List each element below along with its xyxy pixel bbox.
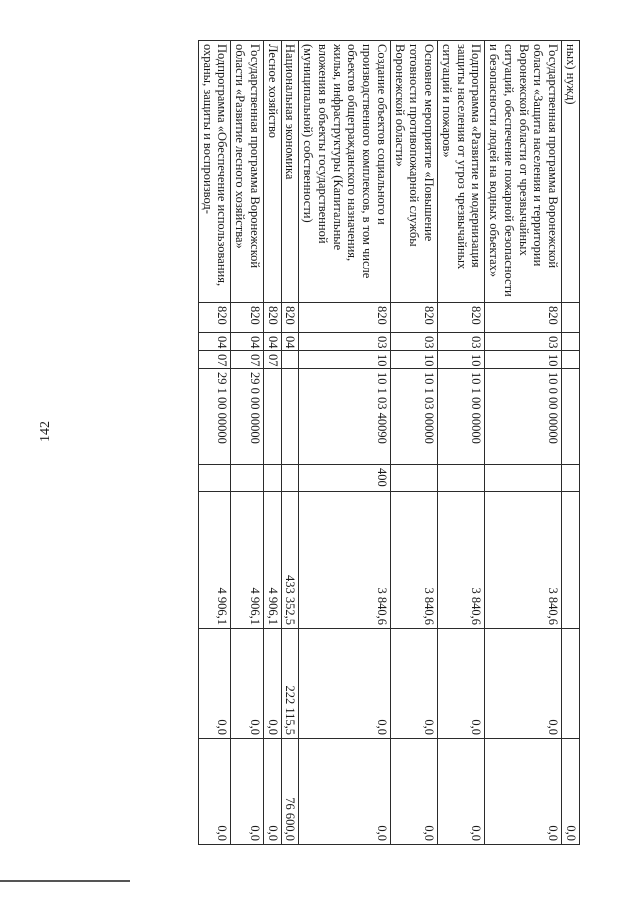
expense-type-cell — [391, 465, 438, 492]
page-number: 142 — [38, 421, 53, 442]
row-name-cell: Лесное хозяйство — [264, 41, 282, 303]
subsection-code-cell: 10 — [438, 351, 485, 369]
amount-year3-cell: 0,0 — [562, 739, 580, 845]
expense-type-cell — [438, 465, 485, 492]
target-article-cell: 10 1 03 00000 — [391, 369, 438, 465]
amount-year3-cell: 0,0 — [485, 739, 562, 845]
amount-year1-cell: 4 906,1 — [264, 492, 282, 629]
expense-type-cell — [199, 465, 232, 492]
target-article-cell: 10 0 00 00000 — [485, 369, 562, 465]
row-name-cell: Государственная программа Воронежской области «Развитие лесного хозяйства» — [231, 41, 264, 303]
amount-year2-cell: 0,0 — [264, 629, 282, 739]
target-article-cell: 29 0 00 00000 — [231, 369, 264, 465]
subsection-code-cell: 10 — [485, 351, 562, 369]
grbs-code-cell: 820 — [231, 303, 264, 333]
amount-year1-cell: 3 840,6 — [485, 492, 562, 629]
amount-year3-cell: 76 600,0 — [281, 739, 299, 845]
amount-year1-cell: 433 352,5 — [281, 492, 299, 629]
amount-year2-cell: 0,0 — [391, 629, 438, 739]
grbs-code-cell: 820 — [264, 303, 282, 333]
grbs-code-cell: 820 — [199, 303, 232, 333]
amount-year3-cell: 0,0 — [299, 739, 391, 845]
grbs-code-cell: 820 — [391, 303, 438, 333]
expense-type-cell — [281, 465, 299, 492]
expense-type-cell — [562, 465, 580, 492]
subsection-code-cell — [281, 351, 299, 369]
row-name-cell: Подпрограмма «Развитие и модернизация защиты населения от угроз чрезвычайных ситуаций и пожаров» — [438, 41, 485, 303]
amount-year1-cell: 3 840,6 — [299, 492, 391, 629]
table-body — [199, 41, 580, 845]
row-name-cell: Подпрограмма «Обеспечение использования, охраны, защиты и воспроизвод- — [199, 41, 232, 303]
subsection-code-cell: 10 — [391, 351, 438, 369]
table-row — [231, 41, 264, 845]
amount-year1-cell: 3 840,6 — [391, 492, 438, 629]
table-row — [264, 41, 282, 845]
amount-year1-cell: 4 906,1 — [199, 492, 232, 629]
grbs-code-cell — [562, 303, 580, 333]
expense-type-cell — [231, 465, 264, 492]
amount-year3-cell: 0,0 — [231, 739, 264, 845]
rotated-table-container — [110, 40, 580, 844]
amount-year2-cell: 0,0 — [485, 629, 562, 739]
table-row — [562, 41, 580, 845]
table-row — [299, 41, 391, 845]
subsection-code-cell: 07 — [264, 351, 282, 369]
amount-year2-cell: 0,0 — [438, 629, 485, 739]
table-row — [485, 41, 562, 845]
target-article-cell: 10 1 00 00000 — [438, 369, 485, 465]
amount-year3-cell: 0,0 — [199, 739, 232, 845]
subsection-code-cell: 07 — [231, 351, 264, 369]
table-row — [438, 41, 485, 845]
amount-year2-cell — [562, 629, 580, 739]
amount-year3-cell: 0,0 — [438, 739, 485, 845]
section-code-cell: 04 — [199, 333, 232, 351]
subsection-code-cell: 07 — [199, 351, 232, 369]
target-article-cell: 10 1 03 40090 — [299, 369, 391, 465]
amount-year1-cell: 3 840,6 — [438, 492, 485, 629]
grbs-code-cell: 820 — [438, 303, 485, 333]
section-code-cell: 04 — [231, 333, 264, 351]
grbs-code-cell: 820 — [281, 303, 299, 333]
amount-year2-cell: 0,0 — [231, 629, 264, 739]
section-code-cell: 03 — [438, 333, 485, 351]
row-name-cell: Государственная программа Воронежской области «Защита населения и территории Воронежской области от чрезвычайных ситуаций, обеспечение пожарной безопасности и безопасности людей на водных объектах» — [485, 41, 562, 303]
row-name-cell: Основное мероприятие «Повышение готовности противопожарной службы Воронежской области» — [391, 41, 438, 303]
amount-year3-cell: 0,0 — [391, 739, 438, 845]
amount-year2-cell: 0,0 — [199, 629, 232, 739]
amount-year2-cell: 222 115,5 — [281, 629, 299, 739]
target-article-cell: 29 1 00 00000 — [199, 369, 232, 465]
amount-year3-cell: 0,0 — [264, 739, 282, 845]
footer-divider — [0, 880, 130, 882]
grbs-code-cell: 820 — [485, 303, 562, 333]
budget-table — [198, 40, 580, 845]
row-name-cell: ных) нужд) — [562, 41, 580, 303]
subsection-code-cell — [562, 351, 580, 369]
grbs-code-cell: 820 — [299, 303, 391, 333]
row-name-cell: Национальная экономика — [281, 41, 299, 303]
target-article-cell — [562, 369, 580, 465]
target-article-cell — [264, 369, 282, 465]
section-code-cell: 03 — [299, 333, 391, 351]
expense-type-cell: 400 — [299, 465, 391, 492]
subsection-code-cell: 10 — [299, 351, 391, 369]
section-code-cell — [562, 333, 580, 351]
table-row — [391, 41, 438, 845]
expense-type-cell — [485, 465, 562, 492]
section-code-cell: 04 — [281, 333, 299, 351]
section-code-cell: 03 — [485, 333, 562, 351]
row-name-cell: Создание объектов социального и производственного комплексов, в том числе объектов общегражданского назначения, жилья, инфраструктуры (Капитальные вложения в объекты государственной (муниципальной) собственности) — [299, 41, 391, 303]
table-row — [281, 41, 299, 845]
amount-year1-cell — [562, 492, 580, 629]
section-code-cell: 04 — [264, 333, 282, 351]
target-article-cell — [281, 369, 299, 465]
amount-year1-cell: 4 906,1 — [231, 492, 264, 629]
expense-type-cell — [264, 465, 282, 492]
table-row — [199, 41, 232, 845]
section-code-cell: 03 — [391, 333, 438, 351]
amount-year2-cell: 0,0 — [299, 629, 391, 739]
